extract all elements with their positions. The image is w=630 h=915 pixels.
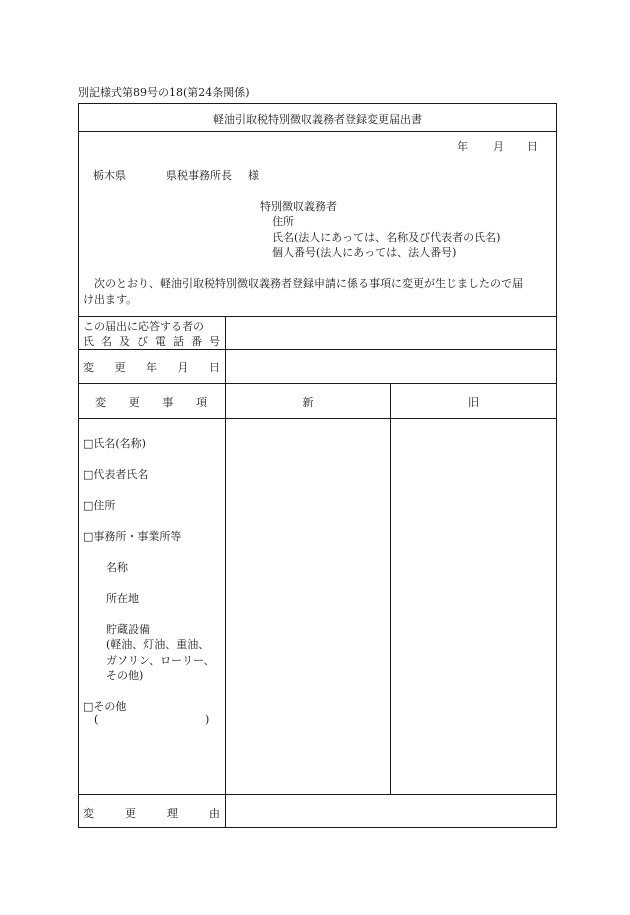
change-date-field[interactable] bbox=[226, 350, 556, 383]
change-reason-label: 変 更 理 由 bbox=[83, 807, 220, 820]
item-address-checkbox[interactable]: □住所 bbox=[83, 499, 116, 512]
old-column-header: 旧 bbox=[468, 396, 479, 409]
addressee-office: 県税事務所長 bbox=[166, 169, 232, 182]
body-text-line1: 次のとおり、軽油引取税特別徴収義務者登録申請に係る事項に変更が生じましたので届 bbox=[94, 277, 523, 290]
change-reason-field[interactable] bbox=[226, 795, 556, 827]
old-values-field[interactable] bbox=[391, 419, 556, 794]
contact-label-line2: 氏 名 及 び 電 話 番 号 bbox=[83, 335, 220, 348]
item-storage-detail1: (軽油、灯油、重油、 bbox=[106, 638, 210, 651]
date-year: 年 bbox=[457, 140, 468, 153]
change-date-label: 変 更 年 月 日 bbox=[83, 361, 220, 374]
item-offices-checkbox[interactable]: □事務所・事業所等 bbox=[83, 530, 182, 543]
item-name-checkbox[interactable]: □氏名(名称) bbox=[83, 437, 146, 450]
addressee-prefecture: 栃木県 bbox=[93, 169, 126, 182]
date-day: 日 bbox=[527, 140, 538, 153]
date-month: 月 bbox=[493, 140, 504, 153]
item-office-location: 所在地 bbox=[106, 592, 139, 605]
item-storage-detail3: その他) bbox=[106, 669, 144, 682]
applicant-number: 個人番号(法人にあっては、法人番号) bbox=[272, 246, 457, 259]
form-title: 軽油引取税特別徴収義務者登録変更届出書 bbox=[213, 113, 422, 126]
applicant-heading: 特別徴収義務者 bbox=[260, 200, 337, 213]
applicant-name: 氏名(法人にあっては、名称及び代表者の氏名) bbox=[272, 231, 501, 244]
new-values-field[interactable] bbox=[226, 419, 390, 794]
item-office-name: 名称 bbox=[106, 561, 128, 574]
item-other-paren-open: ( bbox=[94, 713, 99, 726]
item-storage: 貯蔵設備 bbox=[106, 623, 150, 636]
item-other-checkbox[interactable]: □その他 bbox=[83, 700, 127, 713]
addressee-honorific: 様 bbox=[248, 169, 259, 182]
change-items-header: 変 更 事 項 bbox=[95, 396, 207, 409]
contact-label-line1: この届出に応答する者の bbox=[83, 320, 204, 333]
contact-field[interactable] bbox=[226, 317, 556, 349]
item-representative-checkbox[interactable]: □代表者氏名 bbox=[83, 468, 149, 481]
item-other-paren-close: ) bbox=[205, 713, 210, 726]
applicant-address: 住所 bbox=[272, 215, 294, 228]
item-storage-detail2: ガソリン、ローリー、 bbox=[106, 654, 215, 667]
body-text-line2: け出ます。 bbox=[83, 293, 138, 306]
form-number: 別記様式第89号の18(第24条関係) bbox=[78, 86, 250, 99]
new-column-header: 新 bbox=[302, 396, 314, 409]
